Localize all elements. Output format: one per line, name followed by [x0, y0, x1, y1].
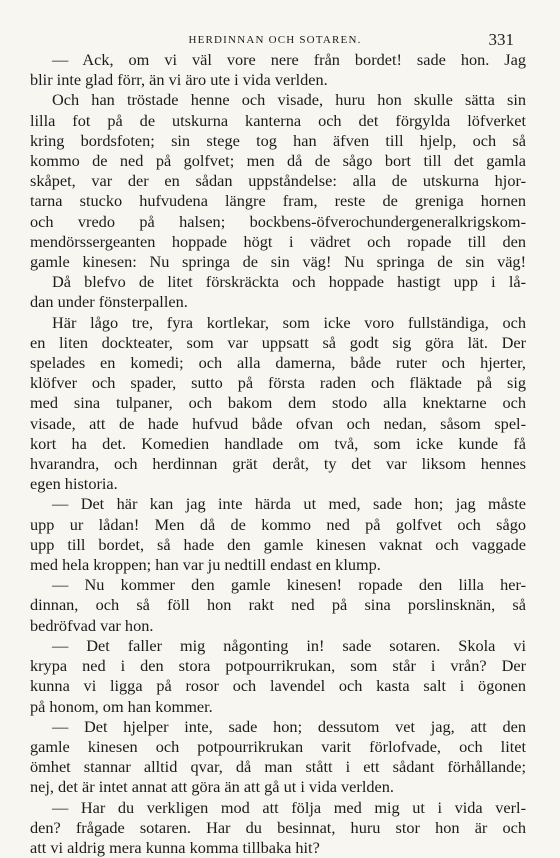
- text-line: spelades en komedi; och alla damerna, både ruter och hjerter,: [30, 353, 526, 373]
- text-line: — Det här kan jag inte härda ut med, sade hon; jag måste: [52, 494, 526, 514]
- text-line: kring bordsfoten; sin stege tog han äfven till hjelp, och så: [30, 130, 526, 150]
- text-line: — Det hjelper inte, sade hon; dessutom vet jag, att den: [52, 716, 526, 736]
- text-line: upp ur lådan! Men då de kommo ned på golfvet och sågo: [30, 514, 526, 534]
- text-line: en liten dockteater, som var uppsatt så godt sig göra lät. Der: [30, 332, 526, 352]
- text-line: upp till bordet, så hade den gamle kinesen vaknat och vaggade: [30, 534, 526, 554]
- text-line: att vi aldrig mera kunna komma tillbaka hit?: [30, 837, 320, 857]
- text-line: med hela kroppen; han var ju nedtill endast en klump.: [30, 555, 381, 575]
- text-line: bedröfvad var hon.: [30, 615, 154, 635]
- text-line: lilla fot på de utskurna kanterna och det förgylda löfverket: [30, 110, 526, 130]
- text-line: egen historia.: [30, 474, 118, 494]
- text-line: Då blefvo de litet förskräckta och hoppade hastigt upp i lå-: [52, 272, 526, 292]
- text-line: kort ha det. Komedien handlade om två, som icke kunde få: [30, 433, 526, 453]
- text-line: gamle kinesen och potpourrikrukan varit förlofvade, och litet: [30, 736, 526, 756]
- text-line: dan under fönsterpallen.: [30, 292, 188, 312]
- text-line: kommo de ned på golfvet; men då de sågo bort till det gamla: [30, 151, 526, 171]
- text-line: visade, att de hade hufvud både ofvan och nedan, såsom spel-: [30, 413, 526, 433]
- text-line: och vredo på halsen; bockbens-öfverochundergeneralkrigskom-: [30, 211, 526, 231]
- text-line: ömhet stannar alltid qvar, då man stått i ett sådant förhållande;: [30, 757, 526, 777]
- body-text: [30, 50, 526, 858]
- text-line: — Nu kommer den gamle kinesen! ropade den lilla her-: [52, 575, 526, 595]
- text-line: tarna stucko hufvudena längre fram, reste de greniga hornen: [30, 191, 526, 211]
- text-line: mendörssergeanten hoppade högt i vädret och ropade till den: [30, 231, 526, 251]
- text-line: kunna vi ligga på rosor och lavendel och kasta salt i ögonen: [30, 676, 526, 696]
- text-line: krypa ned i den stora potpourrikrukan, som står i vrån? Der: [30, 656, 526, 676]
- text-line: på honom, om han kommer.: [30, 696, 213, 716]
- page-header: [28, 30, 522, 52]
- text-line: Och han tröstade henne och visade, huru hon skulle sätta sin: [52, 90, 526, 110]
- text-line: — Ack, om vi väl vore nere från bordet! sade hon. Jag: [52, 50, 526, 69]
- text-line: hvarandra, och herdinnan grät deråt, ty det var liksom hennes: [30, 454, 526, 474]
- text-line: — Det faller mig någonting in! sade sotaren. Skola vi: [52, 635, 526, 655]
- text-line: skåpet, var der en sådan uppståndelse: alla de utskurna hjor-: [30, 171, 526, 191]
- text-line: gamle kinesen: Nu springa de sin väg! Nu springa de sin väg!: [30, 252, 526, 272]
- running-title: HERDINNAN OCH SOTAREN.: [188, 34, 362, 46]
- text-line: den? frågade sotaren. Har du besinnat, huru stor hon är och: [30, 817, 526, 837]
- text-line: nej, det är intet annat att göra än att gå ut i vida verlden.: [30, 777, 394, 797]
- text-line: med sina tulpaner, och bakom dem stodo alla knektarne och: [30, 393, 526, 413]
- text-line: Här lågo tre, fyra kortlekar, som icke voro fullständiga, och: [52, 312, 526, 332]
- text-line: klöfver och spader, sutto på första raden och fläktade på sig: [30, 373, 526, 393]
- page-number: 331: [488, 30, 514, 49]
- text-line: — Har du verkligen mod att följa med mig ut i vida verl-: [52, 797, 526, 817]
- text-line: dinnan, och så föll hon rakt ned på sina porslinsknän, så: [30, 595, 526, 615]
- text-line: blir inte glad förr, än vi äro ute i vida verlden.: [30, 70, 328, 90]
